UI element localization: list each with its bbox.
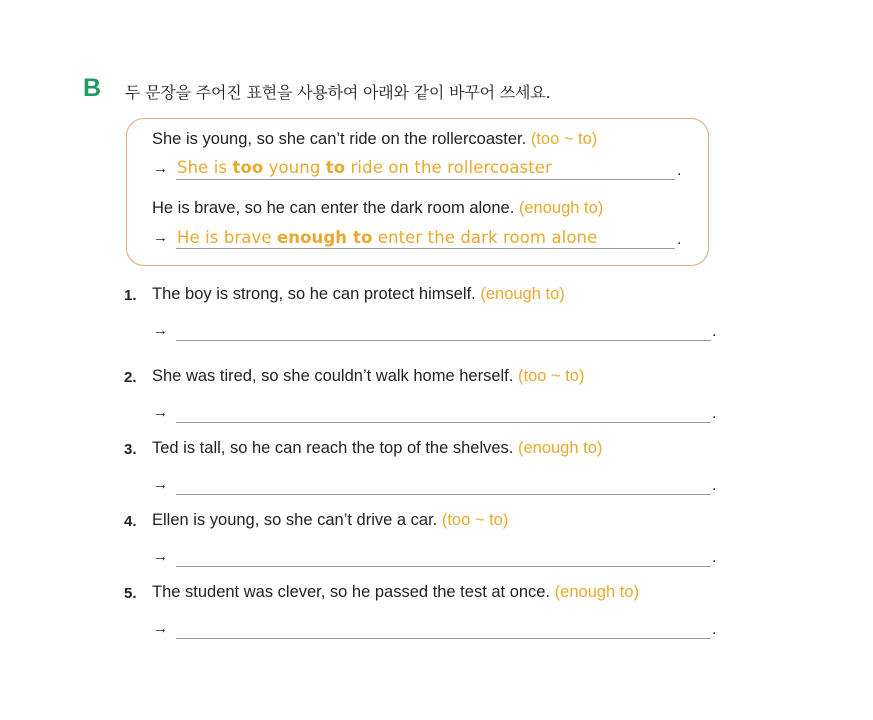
- answer-text: ride on the rollercoaster: [345, 158, 552, 177]
- question-3-arrow-icon: →: [153, 476, 168, 493]
- question-2-prompt: [152, 367, 584, 386]
- question-2-sentence: She was tired, so she couldn’t walk home herself.: [152, 367, 514, 385]
- example-1-prompt: [152, 130, 597, 149]
- answer-keyword: too: [232, 158, 264, 177]
- question-3-period: .: [712, 477, 717, 494]
- example-1-answer: [177, 158, 552, 177]
- question-3-number: 3.: [124, 441, 137, 458]
- question-1-hint: (enough to): [480, 285, 565, 303]
- question-3-prompt: [152, 439, 602, 458]
- example-1-sentence: She is young, so she can’t ride on the rollercoaster.: [152, 130, 527, 148]
- question-5-sentence: The student was clever, so he passed the test at once.: [152, 583, 551, 601]
- example-2-answer: [177, 228, 597, 247]
- answer-text: She is: [177, 158, 233, 177]
- example-2-answer-line: [176, 248, 675, 249]
- example-2-hint: (enough to): [518, 199, 604, 217]
- answer-text: young: [263, 158, 326, 177]
- question-4-period: .: [712, 549, 717, 566]
- question-1-prompt: [152, 285, 565, 304]
- question-1-sentence: The boy is strong, so he can protect himself.: [152, 285, 476, 303]
- example-1-period: .: [677, 162, 682, 179]
- question-1-number: 1.: [124, 287, 137, 304]
- example-2-period: .: [677, 231, 682, 248]
- question-2-number: 2.: [124, 369, 137, 386]
- question-4-sentence: Ellen is young, so she can’t drive a car.: [152, 511, 438, 529]
- question-5-prompt: [152, 583, 639, 602]
- example-2-prompt: [152, 199, 603, 218]
- answer-keyword: to: [325, 158, 346, 177]
- question-4-arrow-icon: →: [153, 548, 168, 565]
- question-2-answer-line[interactable]: [176, 422, 711, 423]
- question-1-arrow-icon: →: [153, 322, 168, 339]
- question-5-number: 5.: [124, 585, 137, 602]
- example-2-arrow-icon: →: [153, 229, 168, 246]
- question-5-hint: (enough to): [554, 583, 640, 601]
- question-3-sentence: Ted is tall, so he can reach the top of the shelves.: [152, 439, 514, 457]
- question-1-period: .: [712, 323, 717, 340]
- example-1-arrow-icon: →: [153, 160, 168, 177]
- question-2-arrow-icon: →: [153, 404, 168, 421]
- example-1-hint: (too ~ to): [530, 130, 598, 148]
- example-1-answer-line: [176, 179, 675, 180]
- answer-text: He is brave: [177, 228, 277, 247]
- question-5-arrow-icon: →: [153, 620, 168, 637]
- question-4-prompt: [152, 511, 508, 530]
- question-1-answer-line[interactable]: [176, 340, 711, 341]
- question-4-answer-line[interactable]: [176, 566, 711, 567]
- question-3-hint: (enough to): [517, 439, 603, 457]
- question-2-period: .: [712, 405, 717, 422]
- section-letter: B: [83, 74, 102, 102]
- question-2-hint: (too ~ to): [517, 367, 585, 385]
- question-3-answer-line[interactable]: [176, 494, 711, 495]
- example-2-sentence: He is brave, so he can enter the dark room alone.: [152, 199, 515, 217]
- question-5-period: .: [712, 621, 717, 638]
- answer-keyword: enough to: [276, 228, 373, 247]
- section-instruction: 두 문장을 주어진 표현을 사용하여 아래와 같이 바꾸어 쓰세요.: [125, 83, 551, 102]
- question-5-answer-line[interactable]: [176, 638, 711, 639]
- answer-text: enter the dark room alone: [372, 228, 598, 247]
- question-4-hint: (too ~ to): [441, 511, 509, 529]
- question-4-number: 4.: [124, 513, 137, 530]
